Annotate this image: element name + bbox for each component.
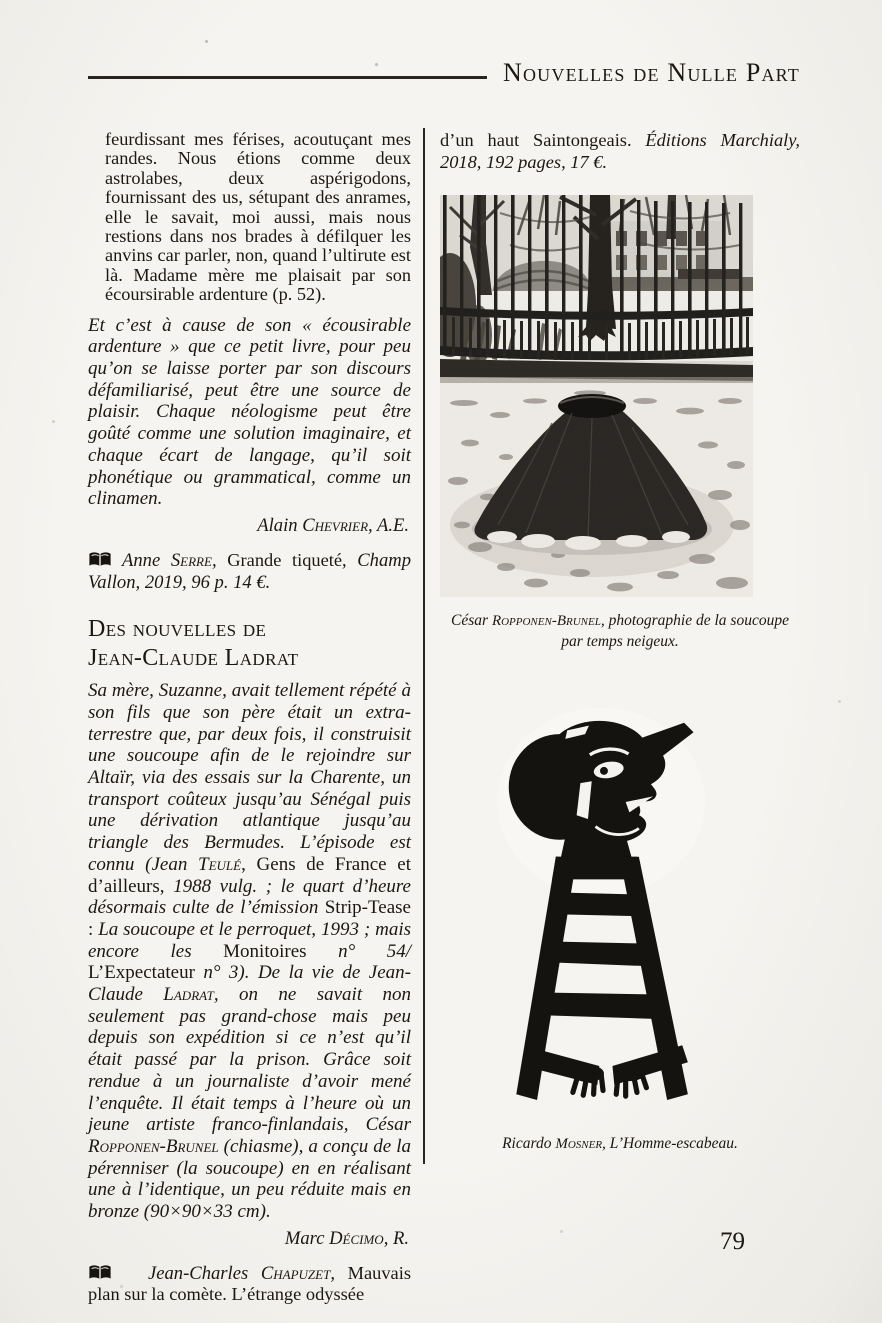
ref-separator: ,: [211, 549, 228, 571]
ref-title: Grande tiqueté,: [227, 549, 358, 570]
signature-suffix: , R.: [383, 1227, 409, 1249]
journal-title: Nouvelles de Nulle Part: [503, 58, 800, 87]
section-heading: [88, 615, 411, 672]
ref-publisher: Champ Vallon, 2019, 96 p. 14 €.: [88, 549, 411, 593]
ref-publisher: Éditions Marchialy, 2018, 192 pages, 17 €.: [440, 130, 800, 172]
photo-caption: [440, 611, 800, 651]
page-header: [88, 58, 800, 88]
book-reference-serre: [88, 550, 411, 593]
article-roman: Monitoires: [223, 940, 307, 962]
ref-author: Jean-Charles: [148, 1262, 261, 1284]
quoted-excerpt: feurdissant mes férises, acoutuçant mes randes. Nous étions comme deux astrolabes, deux aspérigodons, fournissant des us, sétupant des anrames, elle le savait, moi aussi, mais nous restions dans nos brades à défilquer les anvins car parler, non, quand l’ultirute est là. Madame mère me plaisait par son écoursirable ardenture (p. 52).: [105, 129, 411, 305]
article-name-ladrat: Ladrat: [163, 984, 214, 1006]
heading-line-2: Jean-Claude Ladrat: [88, 644, 299, 671]
ref-separator: ,: [330, 1262, 348, 1284]
scan-speck: [52, 420, 55, 423]
scan-speck: [205, 40, 208, 43]
right-column: [440, 122, 800, 1155]
review-commentary: Et c’est à cause de son « écousirable ardenture » que ce petit livre, pour peu qu’on se laisse porter par son discours défamiliarisé, peut être une source de plaisir. Chaque néologisme peut être goûté comme une solution imaginaire, et chaque écart de langage, qu’il soit phonétique ou grammatical, comme un clinamen.: [88, 314, 411, 510]
reviewer-signature-decimo: [88, 1228, 409, 1250]
article-seg: (chiasme), a conçu de la pérenniser (la soucoupe) en en réalisant une à l’identique, un peu réduite mais en bronze (90×90×33 cm).: [88, 1135, 411, 1223]
caption-name: Ropponen-Brunel: [491, 613, 601, 630]
article-body: [88, 680, 411, 1223]
header-rule: [88, 76, 487, 79]
scan-speck: [838, 700, 841, 703]
signature-text: Marc: [284, 1227, 330, 1249]
reviewer-signature-chevrier: [88, 515, 409, 537]
caption-text: , photographie de la soucoupe par temps neigeux.: [561, 612, 789, 650]
signature-name: Décimo: [329, 1227, 384, 1249]
article-roman: L’Expectateur: [88, 962, 195, 984]
ref-title-continued: d’un haut Saintongeais.: [440, 130, 646, 150]
scan-speck: [560, 1230, 563, 1233]
ref-author-name: Chapuzet: [260, 1262, 331, 1284]
caption-text: César: [451, 612, 492, 630]
ref-author: Anne: [122, 549, 171, 571]
drawing-caption: [440, 1134, 800, 1155]
caption-text: , L’Homme-escabeau.: [602, 1135, 738, 1153]
article-roman: Strip-Tease :: [88, 897, 411, 940]
article-seg: Sa mère, Suzanne, avait tellement répété à son fils que son père était un extra-terrestre que, par deux fois, il construisit une soucoupe afin de le rejoindre sur Altaïr, via des essais sur la Charente, un transport coûteux jusqu’au Sénégal puis une dérivation atlantique jusqu’au triangle des Bermudes. L’épisode est connu (Jean: [88, 680, 411, 875]
ref-title: Mauvais plan sur la comète. L’étrange odyssée: [88, 1262, 411, 1305]
caption-text: Ricardo: [502, 1135, 556, 1153]
article-seg: n° 54/: [306, 940, 411, 962]
ladder-man-drawing: [488, 689, 752, 1118]
ref-author-name: Serre: [170, 549, 212, 571]
reference-continuation: [440, 130, 800, 173]
column-divider: [423, 128, 425, 1164]
page-number: 79: [720, 1228, 745, 1255]
article-seg: n° 3). De la vie de Jean-Claude: [88, 962, 411, 1006]
article-seg: La soucoupe et le perroquet, 1993 ; mais encore les: [88, 918, 411, 962]
signature-text: Alain: [257, 514, 303, 536]
signature-suffix: , A.E.: [368, 514, 409, 536]
article-roman: , Gens de France et d’ailleurs,: [88, 853, 411, 897]
article-seg: , on ne savait non seulement pas grand-chose mais peu depuis son expédition si ce n’est qu’il était passé par la prison. Grâce soit rendue à un journaliste d’avoir mené l’enquête. Il était temps à l’heure où un jeune artiste franco-finlandais, César: [88, 984, 411, 1136]
saucer-photo: [440, 195, 753, 602]
ladder-man-image: [488, 689, 752, 1113]
article-seg: 1988 vulg. ; le quart d’heure désormais culte de l’émission: [88, 875, 411, 919]
signature-name: Chevrier: [302, 514, 369, 536]
article-name-ropponen: Ropponen-Brunel: [88, 1135, 219, 1157]
article-name-teule: Teulé: [198, 853, 242, 875]
open-book-icon: [88, 551, 112, 568]
heading-line-1: Des nouvelles de: [88, 616, 267, 643]
saucer-photo-image: [440, 195, 753, 597]
book-reference-chapuzet: [88, 1263, 411, 1306]
caption-name: Mosner: [555, 1136, 603, 1153]
open-book-icon: [88, 1264, 112, 1281]
photo-grain: [440, 195, 753, 597]
left-column: [88, 124, 411, 1306]
